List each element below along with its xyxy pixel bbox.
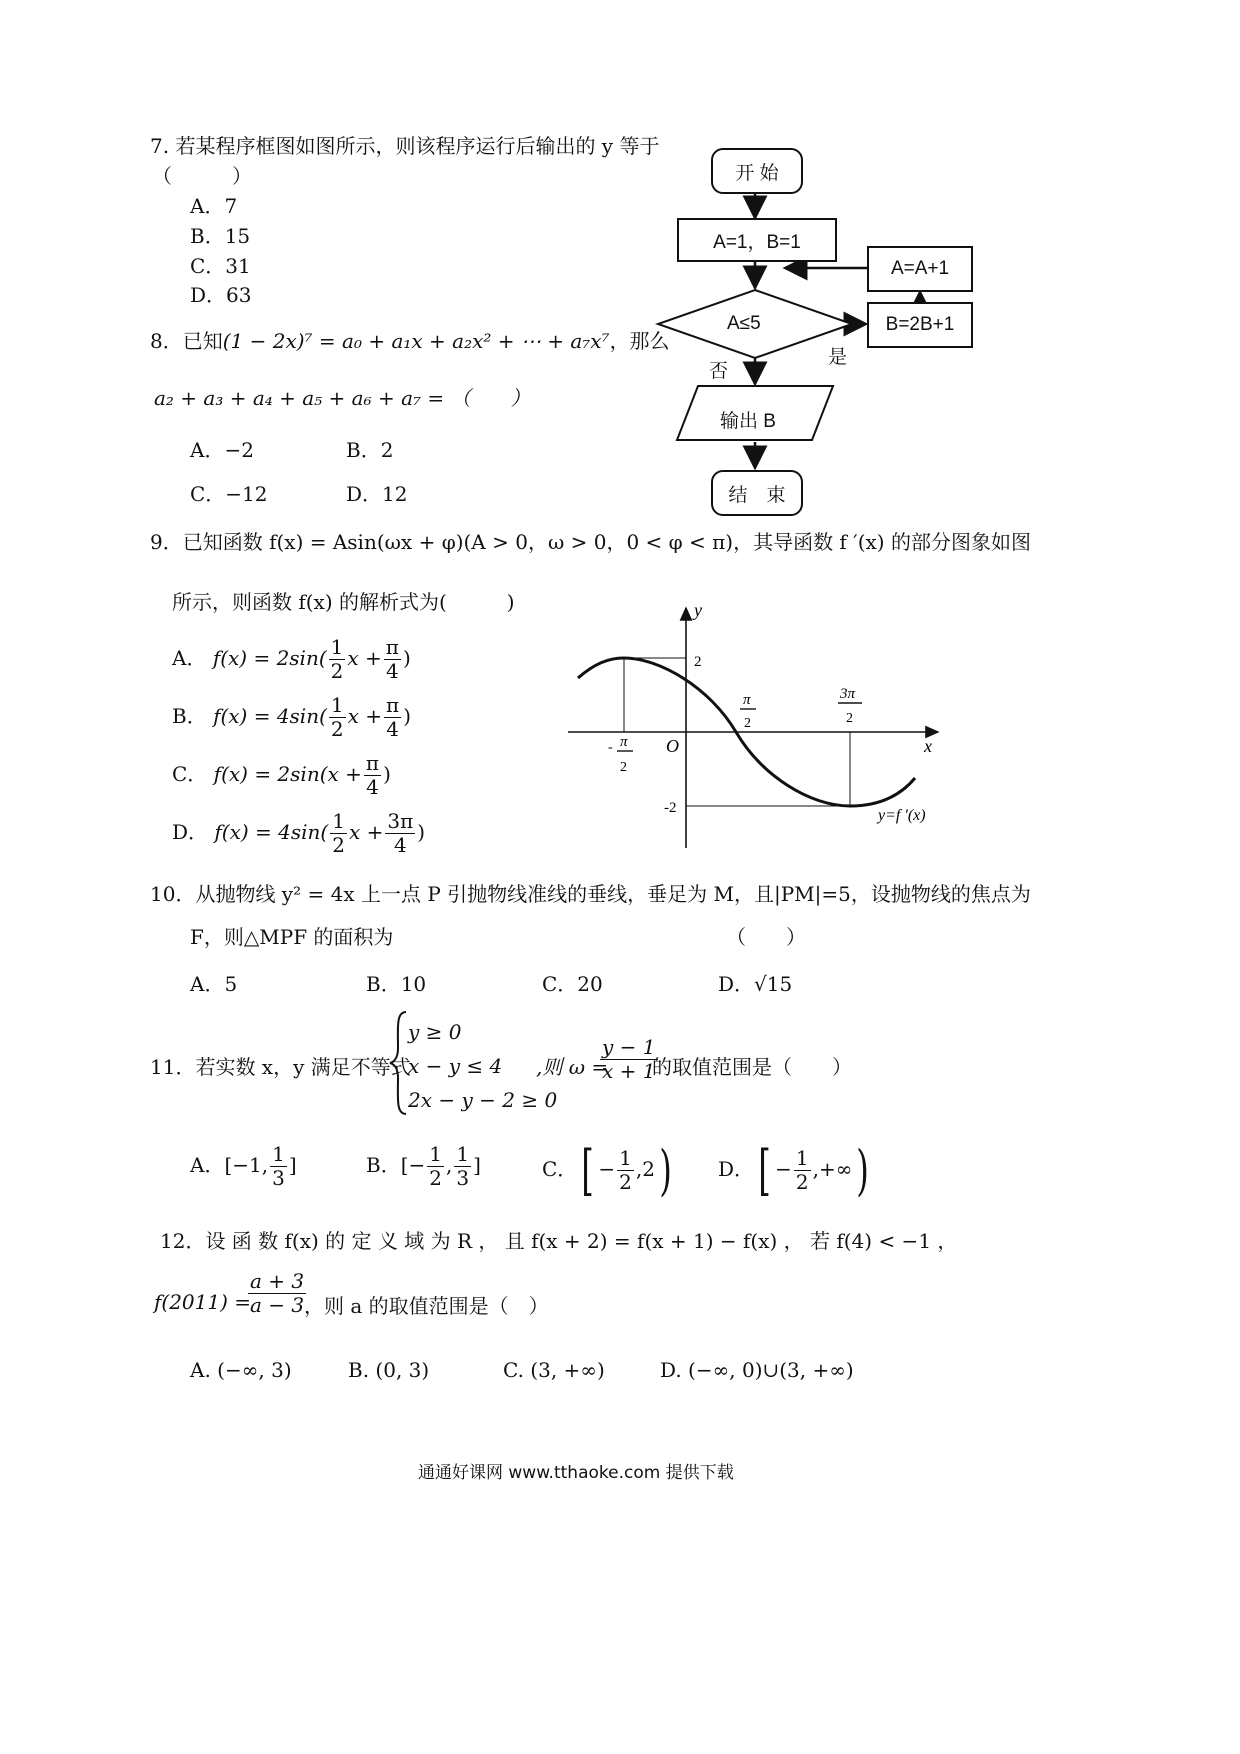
q7-paren: （ ） bbox=[152, 164, 252, 188]
flowchart-inc-a: A=A+1 bbox=[867, 246, 973, 292]
q10-paren: （ ） bbox=[726, 925, 806, 949]
q11-d-num: 1 bbox=[795, 1146, 809, 1170]
q10-option-d: D．√15 bbox=[718, 972, 793, 996]
q11-c-rparen: ) bbox=[659, 1139, 672, 1202]
q9-c-den: 4 bbox=[366, 775, 379, 799]
q9-a-num: 1 bbox=[330, 635, 344, 659]
q9-option-a-label: A． bbox=[172, 646, 207, 670]
q11-d-rparen: ) bbox=[856, 1139, 870, 1202]
q7-option-c: C．31 bbox=[190, 254, 251, 278]
q12-line1: 12．设 函 数 f(x) 的 定 义 域 为 R ， 且 f(x + 2) = f(x + 1) − f(x) ， 若 f(4) < −1 ， bbox=[160, 1229, 958, 1253]
flowchart-condition: A≤5 bbox=[727, 313, 761, 334]
q11-a-den: 3 bbox=[272, 1166, 285, 1190]
q10-option-a: A．5 bbox=[190, 972, 238, 996]
q9-d-num2: 3π bbox=[387, 809, 414, 833]
q11-sys-1: y ≥ 0 bbox=[408, 1020, 462, 1044]
flowchart-start: 开 始 bbox=[711, 148, 803, 194]
q11-option-c bbox=[542, 1139, 676, 1202]
flowchart-init: A=1，B=1 bbox=[677, 218, 837, 262]
q12-frac-den: a − 3 bbox=[250, 1293, 305, 1317]
q9-b-num2: π bbox=[386, 693, 400, 717]
q11-c-tail: ,2 bbox=[635, 1157, 655, 1181]
q9-line2: 所示，则函数 f(x) 的解析式为( ) bbox=[172, 590, 515, 614]
q12-option-b: B. (0, 3) bbox=[348, 1358, 430, 1382]
q12-line2-post: ，则 a 的取值范围是（ ） bbox=[304, 1294, 549, 1318]
q11-b-num2: 1 bbox=[456, 1142, 470, 1166]
q11-a-close: ] bbox=[288, 1153, 297, 1177]
flowchart-update-b: B=2B+1 bbox=[867, 302, 973, 348]
q9-option-d-label: D． bbox=[172, 820, 209, 844]
q9-option-c-label: C． bbox=[172, 762, 208, 786]
graph-x-label: x bbox=[924, 736, 932, 756]
q11-option-d bbox=[718, 1139, 873, 1202]
q9-a-num2: π bbox=[385, 635, 399, 659]
q11-option-b-label: B． bbox=[366, 1153, 401, 1177]
q8-line1 bbox=[150, 331, 670, 351]
q11-lead: 11．若实数 x，y 满足不等式 bbox=[150, 1055, 411, 1079]
q11-b-den: 2 bbox=[429, 1166, 442, 1190]
q9-b-den2: 4 bbox=[386, 717, 399, 741]
graph-pi-two: 2 bbox=[744, 716, 751, 731]
q11-c-den: 2 bbox=[619, 1170, 632, 1194]
q9-option-c-pre: f(x) = 2sin(x + bbox=[213, 762, 362, 786]
graph-y-bottom-label: -2 bbox=[664, 800, 677, 816]
graph-neg-sign: - bbox=[608, 740, 613, 755]
q11-option-b-pre: [− bbox=[400, 1153, 426, 1177]
q12-frac-num: a + 3 bbox=[250, 1269, 305, 1293]
flowchart-end: 结 束 bbox=[711, 470, 803, 516]
q9-a-close: ) bbox=[402, 646, 411, 670]
q11-frac-num: y − 1 bbox=[602, 1035, 656, 1059]
flowchart-no-label: 否 bbox=[709, 360, 729, 382]
q11-d-den: 2 bbox=[795, 1170, 809, 1194]
q11-frac-den: x + 1 bbox=[602, 1059, 656, 1083]
q9-option-d-pre: f(x) = 4sin( bbox=[214, 820, 329, 844]
q9-option-a-pre: f(x) = 2sin( bbox=[212, 646, 327, 670]
graph-three-pi: 3π bbox=[840, 686, 856, 702]
graph-curve-label: y=f ′(x) bbox=[878, 807, 926, 824]
q12-option-c: C. (3, +∞) bbox=[503, 1358, 605, 1382]
q11-c-minus: − bbox=[598, 1157, 616, 1181]
q9-line1: 9．已知函数 f(x) = Asin(ωx + φ)(A > 0，ω > 0，0 < φ < π)，其导函数 f ′(x) 的部分图象如图 bbox=[150, 530, 1031, 554]
q9-d-num: 1 bbox=[332, 809, 345, 833]
q9-option-b bbox=[172, 694, 411, 741]
q9-d-den: 2 bbox=[332, 833, 345, 857]
q9-option-b-pre: f(x) = 4sin( bbox=[213, 704, 327, 728]
q9-c-close: ) bbox=[383, 762, 391, 786]
q11-b-sep: , bbox=[446, 1153, 453, 1177]
q11-c-lbracket: [ bbox=[581, 1139, 595, 1202]
page-footer: 通通好课网 www.tthaoke.com 提供下载 bbox=[418, 1463, 734, 1483]
q12-line2-pre: f(2011) = bbox=[154, 1290, 252, 1314]
q9-option-d bbox=[172, 810, 425, 857]
q11-b-close: ] bbox=[473, 1153, 481, 1177]
q10-option-c: C．20 bbox=[542, 972, 603, 996]
q11-sys-2: x − y ≤ 4 bbox=[408, 1054, 503, 1078]
q11-sys-3: 2x − y − 2 ≥ 0 bbox=[408, 1088, 558, 1112]
q11-mid: ,则 ω = bbox=[536, 1055, 609, 1079]
q8-option-d: D．12 bbox=[346, 482, 408, 506]
q11-option-b bbox=[366, 1143, 481, 1190]
q8-option-b: B．2 bbox=[346, 438, 394, 462]
q11-fraction bbox=[600, 1036, 658, 1083]
q7-stem: 7. 若某程序框图如图所示，则该程序运行后输出的 y 等于 bbox=[150, 134, 660, 158]
q9-option-b-label: B． bbox=[172, 704, 207, 728]
q11-option-c-label: C． bbox=[542, 1157, 578, 1181]
q7-option-d: D．63 bbox=[190, 283, 252, 307]
q11-d-minus: − bbox=[775, 1157, 792, 1181]
q8-option-c: C．−12 bbox=[190, 482, 268, 506]
q11-option-a-label: A． bbox=[190, 1153, 225, 1177]
q9-a-den: 2 bbox=[330, 659, 344, 683]
q11-d-tail: ,+∞ bbox=[812, 1157, 853, 1181]
q10-line2: F，则△MPF 的面积为 bbox=[190, 925, 394, 949]
q8-equation: (1 − 2x)⁷ = a₀ + a₁x + a₂x² + ⋯ + a₇x⁷ bbox=[222, 329, 610, 353]
q9-c-num: π bbox=[365, 751, 380, 775]
q7-option-b: B．15 bbox=[190, 224, 251, 248]
q11-option-d-label: D． bbox=[718, 1157, 755, 1181]
q8-lead: 8．已知 bbox=[150, 329, 223, 353]
graph-neg-pi: π bbox=[620, 734, 628, 750]
q11-c-num: 1 bbox=[619, 1146, 632, 1170]
graph-three-pi-two: 2 bbox=[846, 711, 853, 726]
q9-d-den2: 4 bbox=[393, 833, 407, 857]
q9-b-close: ) bbox=[403, 704, 411, 728]
graph-y-label: y bbox=[694, 600, 702, 620]
q9-option-a bbox=[172, 636, 411, 683]
graph-neg-two: 2 bbox=[620, 760, 627, 775]
flowchart-yes-label: 是 bbox=[828, 346, 848, 368]
graph-origin-label: O bbox=[666, 736, 679, 756]
derivative-graph bbox=[560, 598, 950, 852]
q9-d-xterm: x + bbox=[348, 820, 384, 844]
q12-option-d: D. (−∞, 0)∪(3, +∞) bbox=[660, 1358, 854, 1382]
q9-d-close: ) bbox=[417, 820, 426, 844]
q11-a-num: 1 bbox=[272, 1142, 285, 1166]
graph-y-top-label: 2 bbox=[694, 654, 702, 670]
q11-option-a bbox=[190, 1143, 297, 1190]
q11-option-a-pre: [−1, bbox=[224, 1153, 269, 1177]
q7-option-a: A．7 bbox=[190, 194, 238, 218]
q9-a-den2: 4 bbox=[385, 659, 399, 683]
q9-b-xterm: x + bbox=[347, 704, 383, 728]
q9-b-den: 2 bbox=[330, 717, 344, 741]
q10-line1: 10．从抛物线 y² = 4x 上一点 P 引抛物线准线的垂线，垂足为 M，且|PM|=5，设抛物线的焦点为 bbox=[150, 882, 1031, 906]
q8-option-a: A．−2 bbox=[190, 438, 254, 462]
q11-b-num: 1 bbox=[429, 1142, 442, 1166]
q9-option-c bbox=[172, 752, 391, 799]
q11-d-lbracket: [ bbox=[758, 1139, 771, 1202]
q8-line2: a₂ + a₃ + a₄ + a₅ + a₆ + a₇ = （ ） bbox=[154, 386, 531, 410]
graph-pi: π bbox=[743, 692, 751, 708]
flowchart-output: 输出 B bbox=[720, 411, 776, 432]
q12-fraction bbox=[248, 1270, 306, 1317]
q10-option-b: B．10 bbox=[366, 972, 427, 996]
q9-b-num: 1 bbox=[330, 693, 344, 717]
q11-b-den2: 3 bbox=[456, 1166, 470, 1190]
q12-option-a: A. (−∞, 3) bbox=[190, 1358, 292, 1382]
q9-a-xterm: x + bbox=[347, 646, 382, 670]
q8-tail: ，那么 bbox=[609, 329, 670, 353]
q11-tail: 的取值范围是（ ） bbox=[652, 1055, 852, 1079]
